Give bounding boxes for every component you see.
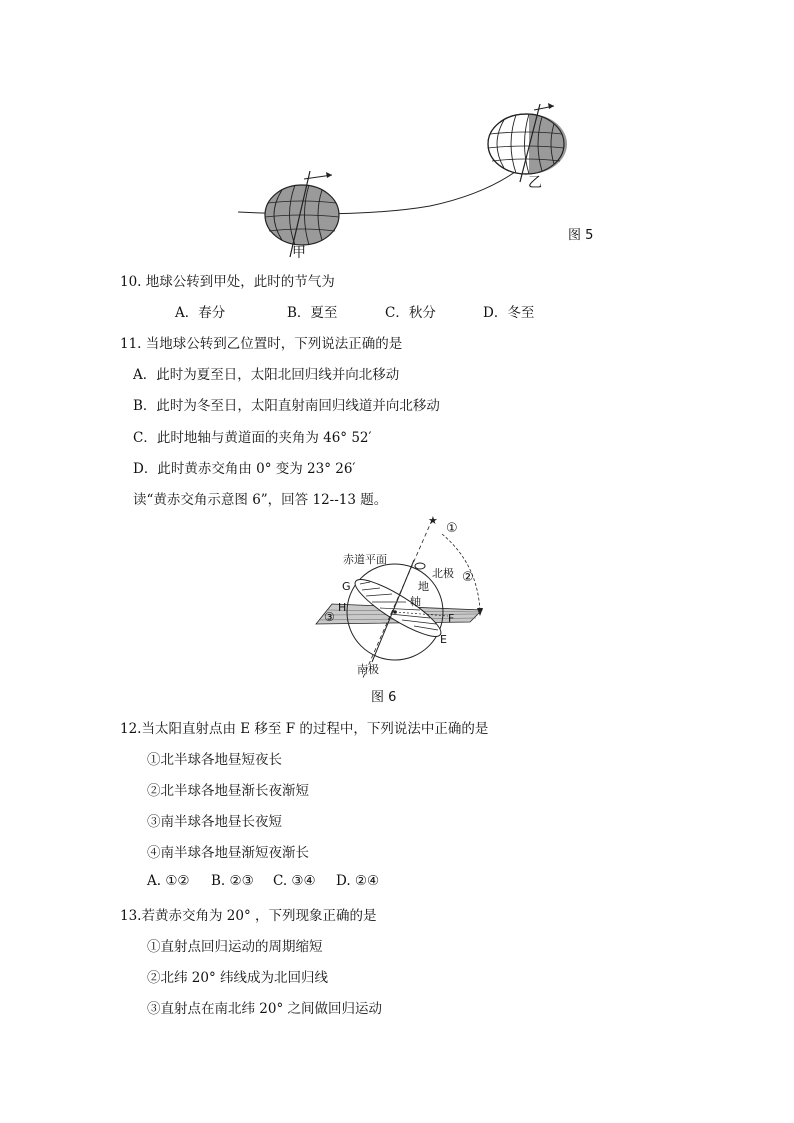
q10-option-d: D．冬至 — [483, 305, 535, 321]
fig6-circled-2: ② — [462, 570, 474, 585]
q10-option-a: A．春分 — [175, 305, 226, 321]
fig6-north-pole-label: 北极 — [432, 567, 454, 580]
figure6-caption: 图 6 — [371, 690, 397, 705]
fig6-axis-char-1: 地 — [418, 580, 429, 593]
fig6-point-f: F — [448, 612, 455, 625]
fig6-point-h: H — [338, 601, 347, 614]
fig6-point-e: E — [440, 633, 447, 646]
q12-item-3: ③南半球各地昼长夜短 — [147, 814, 282, 830]
fig6-circled-3: ③ — [324, 610, 335, 624]
figure5-caption: 图 5 — [568, 228, 594, 243]
q12-choice-a: A. ①② — [147, 873, 190, 889]
fig6-south-pole-label: 南极 — [357, 663, 379, 676]
figure5-label-jia: 甲 — [292, 245, 306, 261]
q11-option-d: D．此时黄赤交角由 0° 变为 23° 26′ — [133, 461, 356, 477]
q11-stem: 11. 当地球公转到乙位置时，下列说法正确的是 — [120, 336, 403, 352]
q12-stem: 12.当太阳直射点由 E 移至 F 的过程中，下列说法中正确的是 — [120, 721, 489, 737]
q11-option-b: B．此时为冬至日，太阳直射南回归线道并向北移动 — [133, 398, 440, 414]
q11-option-a: A．此时为夏至日，太阳北回归线并向北移动 — [133, 367, 400, 383]
q12-choice-b: B. ②③ — [211, 873, 254, 889]
q10-option-b: B．夏至 — [287, 305, 338, 321]
q12-choice-d: D. ②④ — [336, 873, 380, 889]
q11-option-c: C．此时地轴与黄道面的夹角为 46° 52′ — [133, 430, 372, 446]
fig6-point-g: G — [342, 580, 351, 593]
q12-choice-c: C. ③④ — [273, 873, 316, 889]
q13-item-2: ②北纬 20° 纬线成为北回归线 — [147, 970, 329, 986]
figure-6-diagram — [310, 512, 490, 682]
fig6-axis-char-2: 轴 — [410, 595, 421, 608]
svg-text:★: ★ — [428, 514, 438, 527]
fig6-circled-1: ① — [446, 521, 458, 536]
q10-stem: 10. 地球公转到甲处，此时的节气为 — [120, 274, 335, 290]
q13-item-1: ①直射点回归运动的周期缩短 — [147, 939, 323, 955]
q13-item-3: ③直射点在南北纬 20° 之间做回归运动 — [147, 1001, 383, 1017]
figure5-label-yi: 乙 — [528, 175, 542, 191]
q13-stem: 13.若黄赤交角为 20° ，下列现象正确的是 — [120, 908, 377, 924]
fig6-equator-plane-label: 赤道平面 — [343, 553, 387, 566]
q12-item-2: ②北半球各地昼渐长夜渐短 — [147, 783, 309, 799]
intro-text: 读“黄赤交角示意图 6”，回答 12--13 题。 — [133, 492, 388, 508]
q10-option-c: C．秋分 — [385, 305, 436, 321]
earth-yi — [488, 103, 567, 182]
q12-item-1: ①北半球各地昼短夜长 — [147, 752, 282, 768]
q12-item-4: ④南半球各地昼渐短夜渐长 — [147, 845, 309, 861]
